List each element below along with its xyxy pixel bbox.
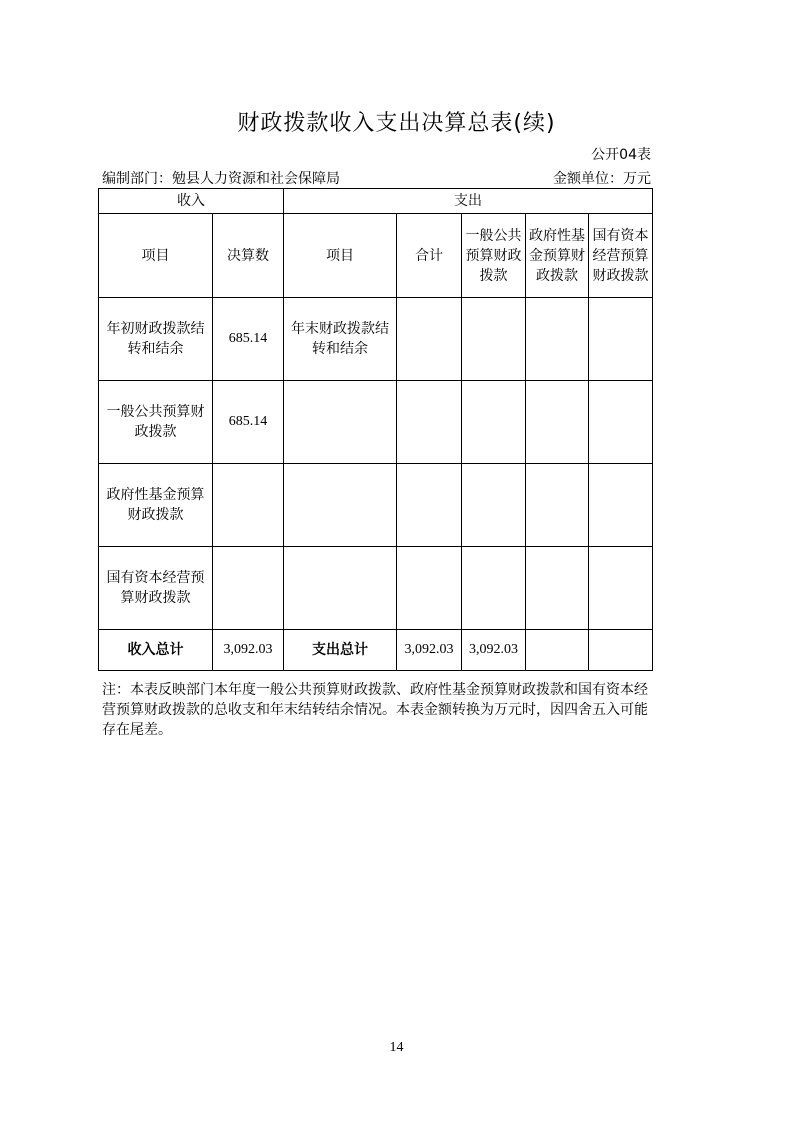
expense-general — [462, 381, 526, 464]
table-row — [99, 381, 653, 464]
expense-state-capital — [589, 298, 653, 381]
table-note: 注：本表反映部门本年度一般公共预算财政拨款、政府性基金预算财政拨款和国有资本经营预算财政拨款的总收支和年末结转结余情况。本表金额转换为万元时，因四舍五入可能存在尾差。 — [102, 682, 648, 738]
header-total: 合计 — [397, 214, 462, 298]
expense-total — [397, 381, 462, 464]
expense-general — [462, 464, 526, 547]
appropriation-table — [98, 188, 653, 671]
expense-total-label: 支出总计 — [284, 630, 397, 671]
income-value: 685.14 — [213, 298, 284, 381]
expense-state-capital — [589, 381, 653, 464]
expense-state-capital — [589, 547, 653, 630]
header-expense-item: 项目 — [284, 214, 397, 298]
expense-gov-fund — [526, 547, 589, 630]
expense-general — [462, 547, 526, 630]
income-item: 年初财政拨款结转和结余 — [99, 298, 213, 381]
expense-total-gov-fund — [526, 630, 589, 671]
form-number: 公开04表 — [591, 147, 651, 163]
totals-row — [99, 630, 653, 671]
expense-group-header: 支出 — [284, 189, 653, 214]
column-header-row — [99, 214, 653, 298]
expense-total — [397, 464, 462, 547]
expense-total-sum: 3,092.03 — [397, 630, 462, 671]
expense-total — [397, 298, 462, 381]
expense-item — [284, 547, 397, 630]
income-total-label: 收入总计 — [99, 630, 213, 671]
table-row — [99, 464, 653, 547]
income-item: 国有资本经营预算财政拨款 — [99, 547, 213, 630]
income-value: 685.14 — [213, 381, 284, 464]
expense-item — [284, 381, 397, 464]
table-row — [99, 298, 653, 381]
table-row — [99, 547, 653, 630]
header-final-amount: 决算数 — [213, 214, 284, 298]
expense-item: 年末财政拨款结转和结余 — [284, 298, 397, 381]
header-gov-fund: 政府性基金预算财政拨款 — [526, 214, 589, 298]
income-total-value: 3,092.03 — [213, 630, 284, 671]
income-value — [213, 547, 284, 630]
expense-general — [462, 298, 526, 381]
income-item: 一般公共预算财政拨款 — [99, 381, 213, 464]
expense-gov-fund — [526, 298, 589, 381]
expense-total — [397, 547, 462, 630]
page-title: 财政拨款收入支出决算总表(续) — [237, 111, 556, 136]
expense-total-state-capital — [589, 630, 653, 671]
expense-item — [284, 464, 397, 547]
amount-unit-label: 金额单位：万元 — [553, 171, 651, 187]
expense-gov-fund — [526, 464, 589, 547]
expense-gov-fund — [526, 381, 589, 464]
header-general-budget: 一般公共预算财政拨款 — [462, 214, 526, 298]
header-income-item: 项目 — [99, 214, 213, 298]
expense-total-general: 3,092.03 — [462, 630, 526, 671]
income-group-header: 收入 — [99, 189, 284, 214]
income-item: 政府性基金预算财政拨款 — [99, 464, 213, 547]
header-state-capital: 国有资本经营预算财政拨款 — [589, 214, 653, 298]
income-value — [213, 464, 284, 547]
department-label: 编制部门：勉县人力资源和社会保障局 — [102, 171, 340, 187]
expense-state-capital — [589, 464, 653, 547]
page-number: 14 — [389, 1040, 404, 1055]
group-header-row — [99, 189, 653, 214]
